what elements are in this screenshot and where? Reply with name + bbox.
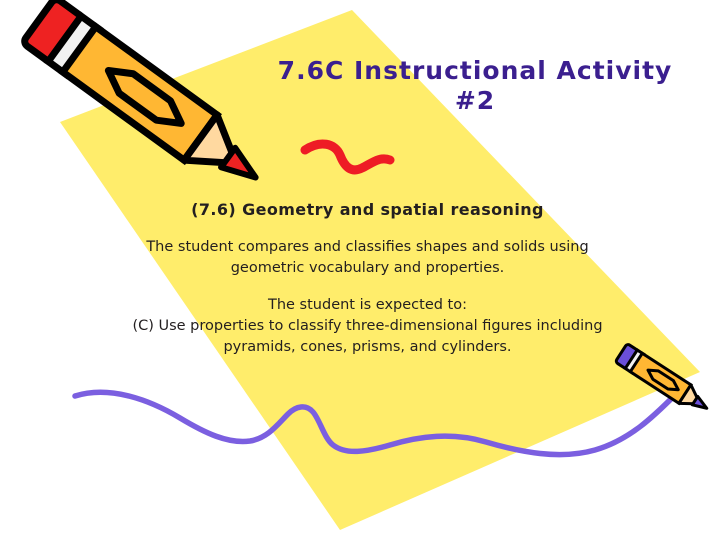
knowledge-statement-line2: geometric vocabulary and properties. [230, 260, 505, 277]
student-expectation [95, 295, 640, 358]
teks-heading: (7.6) Geometry and spatial reasoning [191, 200, 544, 219]
student-expectation-line2: (C) Use properties to classify three-dimensional figures including [132, 318, 603, 335]
slide-body [95, 200, 640, 358]
student-expectation-line3: pyramids, cones, prisms, and cylinders. [223, 339, 512, 356]
slide-title: 7.6C Instructional Activity #2 [277, 56, 673, 115]
student-expectation-line1: The student is expected to: [267, 297, 467, 314]
knowledge-statement [95, 237, 640, 279]
knowledge-statement-line1: The student compares and classifies shapes and solids using [146, 239, 589, 255]
